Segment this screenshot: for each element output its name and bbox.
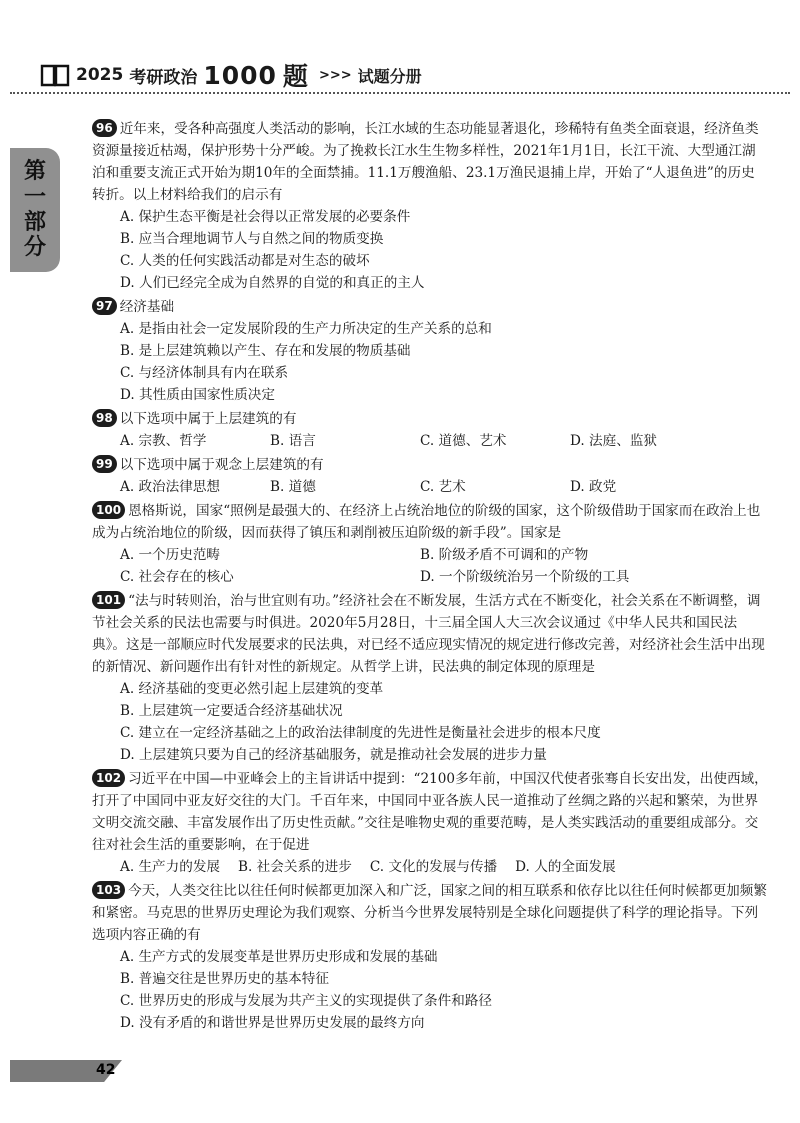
question-text: 近年来，受各种高强度人类活动的影响，长江水域的生态功能显著退化，珍稀特有鱼类全面衰退，经济鱼类资源量接近枯竭，保护形势十分严峻。为了挽救长江水生生物多样性，2021年1月1日，长江干流、大型通江湖泊和重要支流正式开始为期10年的全面禁捕。11.1万艘渔船、23.1万渔民退捕上岸，开始了“人退鱼进”的历史转折。以上材料给我们的启示有 (92, 121, 759, 203)
part-side-tab (10, 148, 60, 272)
question-number-badge: 102 (92, 769, 125, 787)
page-number: 42 (96, 1062, 116, 1078)
option-b: B. 社会关系的进步 (238, 859, 352, 875)
option-b: B. 应当合理地调节人与自然之间的物质变换 (120, 231, 384, 247)
option-a: A. 一个历史范畴 (120, 547, 221, 563)
option-b: B. 上层建筑一定要适合经济基础状况 (120, 703, 343, 719)
option-d: D. 一个阶级统治另一个阶级的工具 (420, 569, 630, 585)
option-c: C. 与经济体制具有内在联系 (120, 365, 289, 381)
option-a: A. 生产力的发展 (120, 859, 221, 875)
header-divider (10, 92, 790, 94)
option-a: A. 生产方式的发展变革是世界历史形成和发展的基础 (120, 949, 438, 965)
question-number-badge: 96 (92, 119, 117, 137)
option-d: D. 政党 (570, 479, 617, 495)
option-c: C. 人类的任何实践活动都是对生态的破坏 (120, 253, 370, 269)
option-d: D. 其性质由国家性质决定 (120, 387, 275, 403)
header-title-ti: 题 (282, 62, 309, 91)
question-number-badge: 103 (92, 881, 125, 899)
option-b: B. 阶级矛盾不可调和的产物 (420, 547, 589, 563)
option-b: B. 是上层建筑赖以产生、存在和发展的物质基础 (120, 343, 411, 359)
question-97 (92, 296, 768, 406)
header-arrows: >>> (318, 67, 352, 83)
option-c: C. 社会存在的核心 (120, 569, 234, 585)
option-b: B. 语言 (270, 433, 316, 449)
question-100 (92, 500, 768, 588)
question-text: 经济基础 (119, 299, 175, 315)
option-c: C. 世界历史的形成与发展为共产主义的实现提供了条件和路径 (120, 993, 492, 1009)
option-d: D. 没有矛盾的和谐世界是世界历史发展的最终方向 (120, 1015, 425, 1031)
question-96 (92, 118, 768, 294)
question-text: 以下选项中属于上层建筑的有 (119, 411, 297, 427)
question-text: “法与时转则治，治与世宜则有功。”经济社会在不断发展，生活方式在不断变化，社会关系在不断调整，调节社会关系的民法也需要与时俱进。2020年5月28日，十三届全国人大三次会议通过《中华人民共和国民法典》。这是一部顺应时代发展要求的民法典，对已经不适应现实情况的规定进行修改完善，对经济社会生活中出现的新情况、新问题作出有针对性的新规定。从哲学上讲，民法典的制定体现的原理是 (92, 593, 765, 675)
question-number-badge: 100 (92, 501, 125, 519)
side-tab-char: 分 (23, 235, 46, 261)
question-number-badge: 98 (92, 409, 117, 427)
option-a: A. 经济基础的变更必然引起上层建筑的变革 (120, 681, 384, 697)
question-101 (92, 590, 768, 766)
option-a: A. 宗教、哲学 (120, 433, 207, 449)
option-c: C. 建立在一定经济基础之上的政治法律制度的先进性是衡量社会进步的根本尺度 (120, 725, 601, 741)
side-tab-char: 一 (23, 184, 46, 210)
question-text: 以下选项中属于观念上层建筑的有 (119, 457, 324, 473)
side-tab-char: 第 (23, 159, 46, 185)
option-d: D. 法庭、监狱 (570, 433, 658, 449)
option-d: D. 人的全面发展 (515, 859, 616, 875)
question-98 (92, 408, 768, 452)
option-a: A. 政治法律思想 (120, 479, 221, 495)
option-d: D. 上层建筑只要为自己的经济基础服务，就是推动社会发展的进步力量 (120, 747, 547, 763)
question-text: 习近平在中国—中亚峰会上的主旨讲话中提到：“2100多年前，中国汉代使者张骞自长安出发，出使西域，打开了中国同中亚友好交往的大门。千百年来，中国同中亚各族人民一道推动了丝绸之路的兴起和繁荣，为世界文明交流交融、丰富发展作出了历史性贡献。”交往是唯物史观的重要范畴，是人类实践活动的重要组成部分。交往对社会生活的重要影响，在于促进 (92, 771, 768, 853)
option-c: C. 艺术 (420, 479, 466, 495)
book-icon (40, 62, 70, 88)
option-c: C. 道德、艺术 (420, 433, 507, 449)
question-number-badge: 101 (92, 591, 125, 609)
option-a: A. 是指由社会一定发展阶段的生产力所决定的生产关系的总和 (120, 321, 492, 337)
option-a: A. 保护生态平衡是社会得以正常发展的必要条件 (120, 209, 411, 225)
question-number-badge: 99 (92, 455, 117, 473)
question-number-badge: 97 (92, 297, 117, 315)
option-c: C. 文化的发展与传播 (369, 859, 498, 875)
question-text: 今天，人类交往比以往任何时候都更加深入和广泛，国家之间的相互联系和依存比以往任何时候都更加频繁和紧密。马克思的世界历史理论为我们观察、分析当今世界发展特别是全球化问题提供了科学的理论指导。下列选项内容正确的有 (92, 883, 767, 943)
question-list (92, 118, 768, 1036)
option-d: D. 人们已经完全成为自然界的自觉的和真正的主人 (120, 275, 425, 291)
side-tab-char: 部 (23, 210, 46, 235)
option-b: B. 普遍交往是世界历史的基本特征 (120, 971, 329, 987)
header-title-big: 1000 (203, 60, 277, 90)
question-99 (92, 454, 768, 498)
question-103 (92, 880, 768, 1034)
header-year: 2025 (76, 65, 124, 85)
option-b: B. 道德 (270, 479, 316, 495)
header-title-pre: 考研政治 (129, 67, 198, 88)
page-header (40, 58, 422, 92)
question-text: 恩格斯说，国家“照例是最强大的、在经济上占统治地位的阶级的国家，这个阶级借助于国家而在政治上也成为占统治地位的阶级，因而获得了镇压和剥削被压迫阶级的新手段”。国家是 (92, 503, 761, 541)
header-subtitle: 试题分册 (357, 66, 422, 86)
question-102 (92, 768, 768, 878)
